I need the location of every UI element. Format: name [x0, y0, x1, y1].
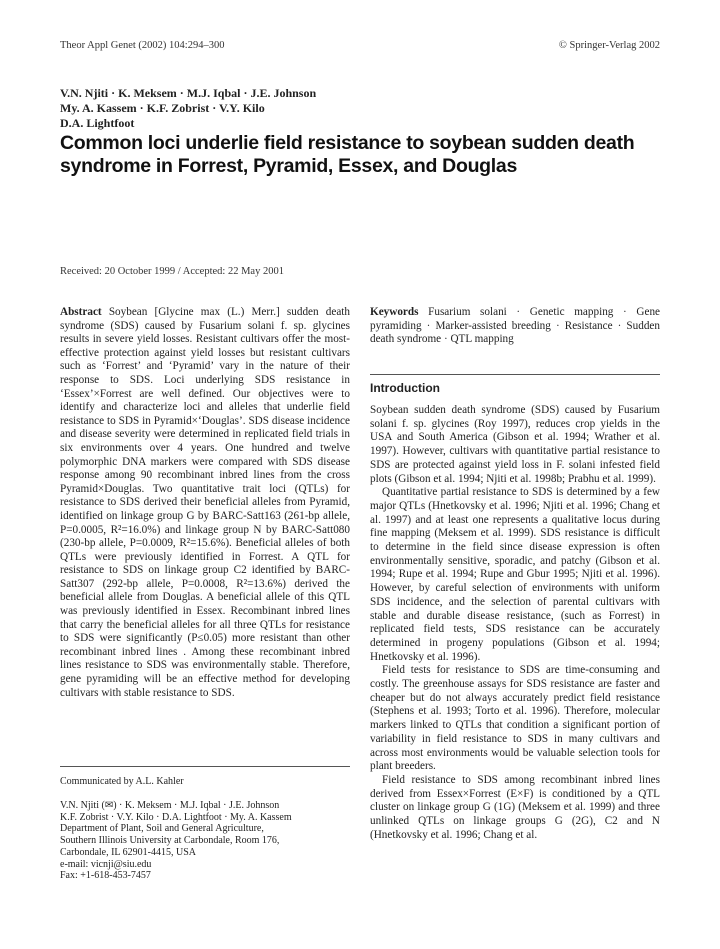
communicated-text: Communicated by A.L. Kahler	[60, 776, 184, 787]
abstract-text: Soybean [Glycine max (L.) Merr.] sudden death syndrome (SDS) caused by Fusarium solani f. sp. glycines results in severe yield losses. Resistant cultivars offer the most-effective protection against yield losses but resistant cultivars such as ‘Forrest’ and ‘Pyramid’ vary in the nature of their response to SDS. Loci underlying SDS resistance in ‘Essex’×Forrest are well defined. Our objectives were to identify and characterize loci and alleles that underlie field resistance to SDS in Pyramid×‘Douglas’. SDS disease incidence and disease severity were determined in replicated field trials in six environments over 4 years. One hundred and twelve polymorphic DNA markers were compared with SDS disease response among 90 recombinant inbred lines from the cross Pyramid×Douglas. Two quantitative trait loci (QTLs) for resistance to SDS derived their beneficial alleles from Pyramid, identified on linkage group G by BARC-Satt163 (261-bp allele, P=0.0005, R²=16.0%) and linkage group N by BARC-Satt080 (230-bp allele, P=0.0009, R²=15.6%). Beneficial alleles of both QTLs were previously identified in Forrest. A QTL for resistance to SDS on linkage group C2 identified by BARC-Satt307 (292-bp allele, P=0.0008, R²=13.6%) derived the beneficial allele from Douglas. A beneficial allele of this QTL was previously identified in Essex. Recombinant inbred lines that carry the beneficial alleles for all three QTLs for resistance to SDS were significantly (P≤0.05) more resistant than other recombinant inbred lines . Among these recombinant inbred lines resistance to SDS was environmentally stable. Therefore, gene pyramiding will be an effective method for developing cultivars with stable resistance to SDS.	[60, 306, 351, 699]
paragraph: Soybean sudden death syndrome (SDS) caused by Fusarium solani f. sp. glycines (Roy 1997), reduces crop yields in the USA and South America (Gibson et al. 1994; Wrather et al. 1997). However, cultivars with quantitative partial resistance to SDS are protected against yield loss in F. solani infested field plots (Gibson et al. 1994; Njiti et al. 1998b; Prabhu et al. 1999).	[370, 404, 660, 485]
copyright-notice: © Springer-Verlag 2002	[558, 40, 660, 51]
author-line: V.N. Njiti · K. Meksem · M.J. Iqbal · J.E. Johnson	[60, 86, 317, 100]
keywords-text: Fusarium solani · Genetic mapping · Gene pyramiding · Marker-assisted breeding · Resistance · Sudden death syndrome · QTL mapping	[370, 306, 661, 346]
journal-citation: Theor Appl Genet (2002) 104:294–300	[60, 40, 225, 51]
paragraph: Field resistance to SDS among recombinant inbred lines derived from Essex×Forrest (E×F) is conditioned by a QTL cluster on linkage group G (1G) (Meksem et al. 1999) and three unlinked QTLs on linkage groups G (2G), C2 and N (Hnetkovsky et al. 1996; Chang et al.	[370, 773, 660, 841]
introduction-heading: Introduction	[370, 374, 660, 395]
paragraph: Field tests for resistance to SDS are time-consuming and costly. The greenhouse assays for SDS resistance are faster and cheaper but do not always accurately predict field resistance (Stephens et al. 1993; Torto et al. 1996). Therefore, molecular markers linked to QTLs that condition a significant portion of variability in field resistance to SDS in many cultivars and across most environments would be valuable selection tools for plant breeders.	[370, 664, 660, 773]
affiliation-line: K.F. Zobrist · V.Y. Kilo · D.A. Lightfoot · My. A. Kassem	[60, 811, 292, 823]
affiliation-email: e-mail: vicnji@siu.edu	[60, 858, 152, 870]
author-line: D.A. Lightfoot	[60, 116, 135, 130]
affiliation-line: Southern Illinois University at Carbondale, Room 176,	[60, 835, 280, 847]
introduction-body	[370, 404, 660, 843]
received-date: Received: 20 October 1999 / Accepted: 22 May 2001	[60, 266, 284, 277]
affiliation-line: V.N. Njiti (✉) · K. Meksem · M.J. Iqbal · J.E. Johnson	[60, 800, 280, 811]
communicated-by	[60, 766, 350, 789]
keywords-heading: Keywords	[370, 306, 419, 318]
affiliation-line: Department of Plant, Soil and General Agriculture,	[60, 823, 264, 835]
author-line: My. A. Kassem · K.F. Zobrist · V.Y. Kilo	[60, 101, 265, 115]
paragraph: Quantitative partial resistance to SDS is determined by a few major QTLs (Hnetkovsky et al. 1996; Njiti et al. 1996; Chang et al. 1997) and at least one represents a qualitative locus during fine mapping (Meksem et al. 1999). SDS resistance is difficult to determine in the field since disease expression is often environmentally sensitive, sporadic, and patchy (Gibson et al. 1994; Rupe et al. 1994; Rupe and Gbur 1995; Njiti et al. 1996). However, by careful selection of environments with uniform SDS incidence, and the selection of parental cultivars with stable and durable disease resistance, (such as Forrest) in replicated field tests, SDS resistance can be accurately determined in progeny populations (Gibson et al. 1994; Hnetkovsky et al. 1996).	[370, 486, 660, 663]
abstract	[60, 306, 350, 700]
keywords	[370, 306, 660, 347]
affiliation-block	[60, 800, 350, 882]
paper-title: Common loci underlie field resistance to soybean sudden death syndrome in Forrest, Pyramid, Essex, and Douglas	[60, 132, 635, 177]
author-list	[60, 86, 660, 131]
affiliation-line: Carbondale, IL 62901-4415, USA	[60, 846, 196, 858]
abstract-heading: Abstract	[60, 306, 102, 318]
affiliation-fax: Fax: +1-618-453-7457	[60, 870, 151, 882]
